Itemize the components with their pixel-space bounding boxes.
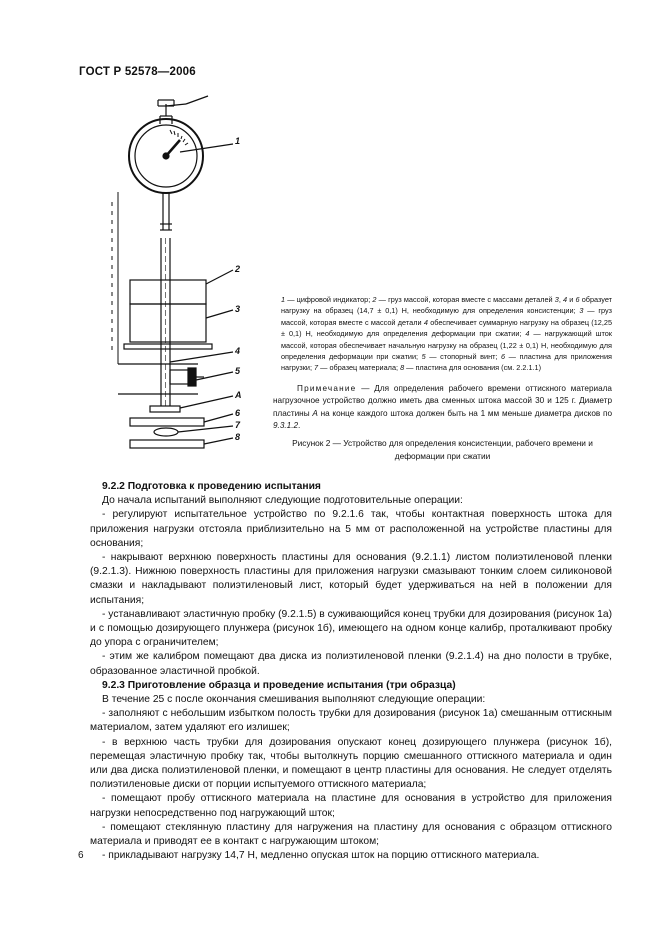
- top-lever: [186, 96, 208, 104]
- legend-text: — нагружающий шток массой, которая обеспечивает начальную нагрузку на образец (1,22 ± 0,1) Н, необходимую для определения деформации при сжатии;: [281, 329, 612, 362]
- device-drawing: [100, 92, 260, 462]
- legend-text: и: [567, 295, 576, 304]
- section-heading: 9.2.2 Подготовка к проведению испытания: [102, 481, 321, 492]
- legend-number: 3: [554, 295, 559, 304]
- figure-title: Рисунок 2 — Устройство для определения консистенции, рабочего времени и деформации при сжатии: [292, 438, 593, 461]
- callout-8: 8: [235, 432, 241, 442]
- callout-6: 6: [235, 408, 241, 418]
- callout-1: 1: [235, 136, 241, 146]
- callout-5: 5: [235, 366, 241, 376]
- legend-number: 5: [421, 352, 426, 362]
- callout-4: 4: [235, 346, 241, 356]
- legend-number: 4: [423, 317, 428, 327]
- body-paragraph: - помещают стеклянную пластину для нагружения на пластину для основания с образцом оттискного материала и приводят ее в контакт с нагружающим штоком;: [90, 821, 612, 848]
- legend-number: 8: [400, 363, 405, 373]
- legend-number: 6: [501, 352, 506, 362]
- dial-needle: [166, 140, 180, 156]
- figure-note: Примечание — Для определения рабочего времени оттискного материала нагрузочное устройство должно иметь два сменных штока массой 30 и 125 г. Диаметр пластины А на конце каждого штока должен быть на 1 мм меньше диаметра дисков по 9.3.1.2.: [273, 384, 612, 431]
- sample-7: [154, 428, 178, 436]
- legend-text: — груз массой, которая вместе с массой детали: [281, 306, 613, 327]
- legend-number: 2: [372, 295, 377, 304]
- body-paragraph: - этим же калибром помещают два диска из полиэтиленовой пленки (9.2.1.4) на дно полости в трубке, образованное эластичной пробкой.: [90, 651, 612, 677]
- plate-a: [150, 406, 180, 412]
- body-paragraph: До начала испытаний выполняют следующие подготовительные операции:: [102, 495, 463, 507]
- body-paragraph: - заполняют с небольшим избытком полость трубки для дозирования (рисунок 1а) смешанным оттискным материалом, затем удаляют его излишек;: [90, 708, 612, 734]
- legend-text: — груз массой, которая вместе с массами деталей: [376, 295, 555, 304]
- callout-2: 2: [235, 264, 241, 274]
- legend-text: — пластина для основания (см. 2.2.1.1): [404, 363, 542, 373]
- figure-legend: [273, 294, 612, 374]
- legend-number: 6: [575, 295, 580, 304]
- document-header: ГОСТ Р 52578—2006: [79, 66, 196, 78]
- legend-text: — стопорный винт;: [425, 352, 502, 362]
- body-paragraph: - помещают пробу оттискного материала на пластине для основания в устройство для приложения нагрузки непосредственно под нагружающий шток;: [90, 793, 612, 819]
- weight-2: [130, 280, 206, 304]
- crossbar: [124, 344, 212, 349]
- legend-text: — цифровой индикатор;: [285, 295, 373, 304]
- callout-3: 3: [235, 304, 241, 314]
- legend-number: 4: [563, 295, 568, 304]
- legend-number: 3: [579, 306, 584, 316]
- plate-6: [130, 418, 204, 426]
- callout-a: А: [235, 390, 242, 400]
- body-paragraph: - в верхнюю часть трубки для дозирования опускают конец дозирующего плунжера (рисунок 1б), перемещая эластичную пробку так, чтобы вытолкнуть порцию смешанного оттискного материала и один или два диска полиэтиленовой пленки, и помещают в центр пластины для основания. Не следует отделять полиэтиленовые диски от порции испытуемого оттискного материала;: [90, 736, 612, 791]
- plate-8: [130, 440, 204, 448]
- body-paragraph: - прикладывают нагрузку 14,7 Н, медленно опуская шток на порцию оттискного материала.: [102, 850, 540, 862]
- weight-3: [130, 304, 206, 342]
- callout-7: 7: [235, 420, 241, 430]
- note-label: Примечание: [297, 384, 357, 393]
- legend-text: обеспечивает суммарную нагрузку на образец (12,25 ± 0,1) Н, необходимую для определения деформации при сжатии;: [281, 317, 612, 339]
- legend-text: — образец материала;: [318, 363, 401, 373]
- legend-number: 7: [314, 363, 319, 373]
- legend-text: образует нагрузку на образец (14,7 ± 0,1) Н, необходимую для определения консистенции;: [281, 295, 612, 316]
- legend-text: — пластина для приложения нагрузки;: [281, 352, 612, 373]
- body-paragraph: - устанавливают эластичную пробку (9.2.1.5) в суживающийся конец трубки для дозирования (рисунок 1а) и с помощью дозирующего плунжера (рисунок 1б), имеющего на одном конце калибр, проталкивают пробку до упора с ограничителем;: [90, 608, 612, 649]
- body-paragraph: В течение 25 с после окончания смешивания выполняют следующие операции:: [102, 694, 486, 706]
- page-number: 6: [78, 850, 84, 861]
- body-text: [90, 480, 612, 863]
- body-paragraph: - накрывают верхнюю поверхность пластины для основания (9.2.1.1) листом полиэтиленовой пленки (9.2.1.3). Нижнюю поверхность пластины для приложения нагрузки смазывают тонким слоем силиконовой смазки и накладывают полиэтиленовый лист, который будет удерживаться на ней в положении для испытания;: [90, 552, 612, 606]
- legend-number: 4: [525, 329, 530, 339]
- device-figure: [100, 92, 260, 462]
- legend-number: 1: [281, 295, 286, 304]
- section-heading: 9.2.3 Приготовление образца и проведение испытания (три образца): [102, 679, 456, 691]
- legend-text: ,: [558, 295, 564, 304]
- body-paragraph: - регулируют испытательное устройство по 9.2.1.6 так, чтобы контактная поверхность штока для приложения нагрузки отстояла приблизительно на 5 мм от расположенной на устройстве пластины для основания;: [90, 509, 612, 549]
- stop-screw: [170, 370, 190, 384]
